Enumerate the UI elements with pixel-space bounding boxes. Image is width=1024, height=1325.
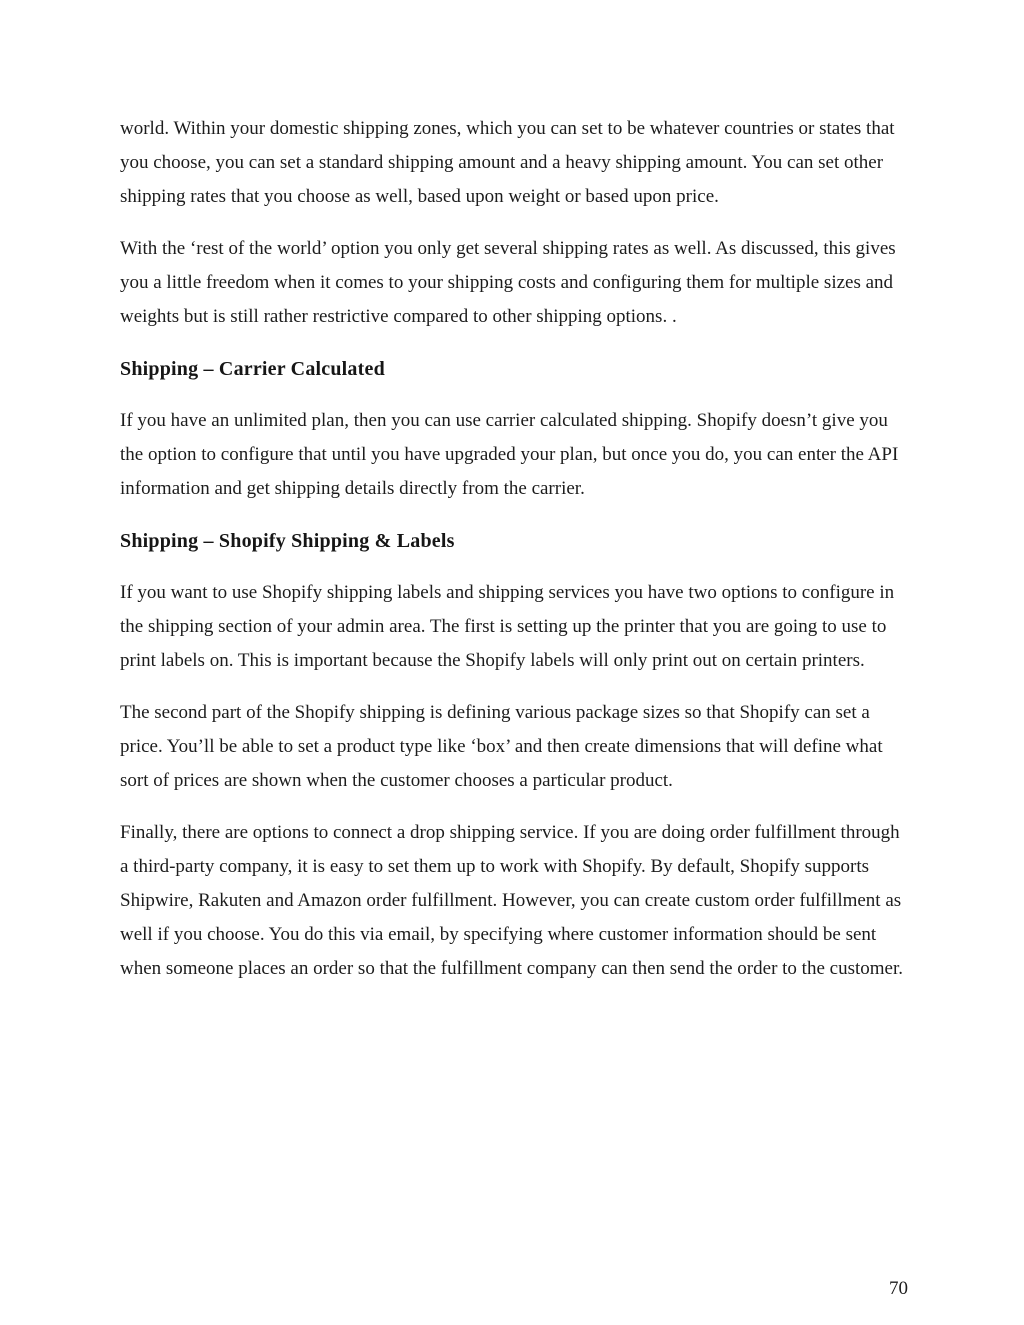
paragraph-shipping-labels-printer: If you want to use Shopify shipping labels and shipping services you have two options to configure in the shipping section of your admin area. The first is setting up the printer that you are going to use to print labels on. This is important because the Shopify labels will only print out on certain printers. — [120, 582, 895, 671]
paragraph-rest-of-world-option: With the ‘rest of the world’ option you only get several shipping rates as well. As discussed, this gives you a little freedom when it comes to your shipping costs and configuring them for multiple sizes and weights but is still rather restrictive compared to other shipping options. . — [120, 238, 896, 327]
section-heading-shopify-shipping-labels: Shipping – Shopify Shipping & Labels — [120, 530, 455, 552]
paragraph-domestic-shipping-zones: world. Within your domestic shipping zones, which you can set to be whatever countries or states that you choose, you can set a standard shipping amount and a heavy shipping amount. You can set other shipping rates that you choose as well, based upon weight or based upon price. — [120, 118, 895, 207]
paragraph-carrier-calculated: If you have an unlimited plan, then you can use carrier calculated shipping. Shopify doesn’t give you the option to configure that until you have upgraded your plan, but once you do, you can enter the API information and get shipping details directly from the carrier. — [120, 410, 899, 499]
page-content — [120, 112, 904, 1004]
page-number: 70 — [889, 1278, 908, 1299]
section-heading-carrier-calculated: Shipping – Carrier Calculated — [120, 358, 385, 380]
paragraph-package-sizes: The second part of the Shopify shipping is defining various package sizes so that Shopify can set a price. You’ll be able to set a product type like ‘box’ and then create dimensions that will define what sort of prices are shown when the customer chooses a particular product. — [120, 702, 883, 791]
paragraph-drop-shipping-fulfillment: Finally, there are options to connect a drop shipping service. If you are doing order fulfillment through a third-party company, it is easy to set them up to work with Shopify. By default, Shopify supports Shipwire, Rakuten and Amazon order fulfillment. However, you can create custom order fulfillment as well if you choose. You do this via email, by specifying where customer information should be sent when someone places an order so that the fulfillment company can then send the order to the customer. — [120, 822, 903, 979]
